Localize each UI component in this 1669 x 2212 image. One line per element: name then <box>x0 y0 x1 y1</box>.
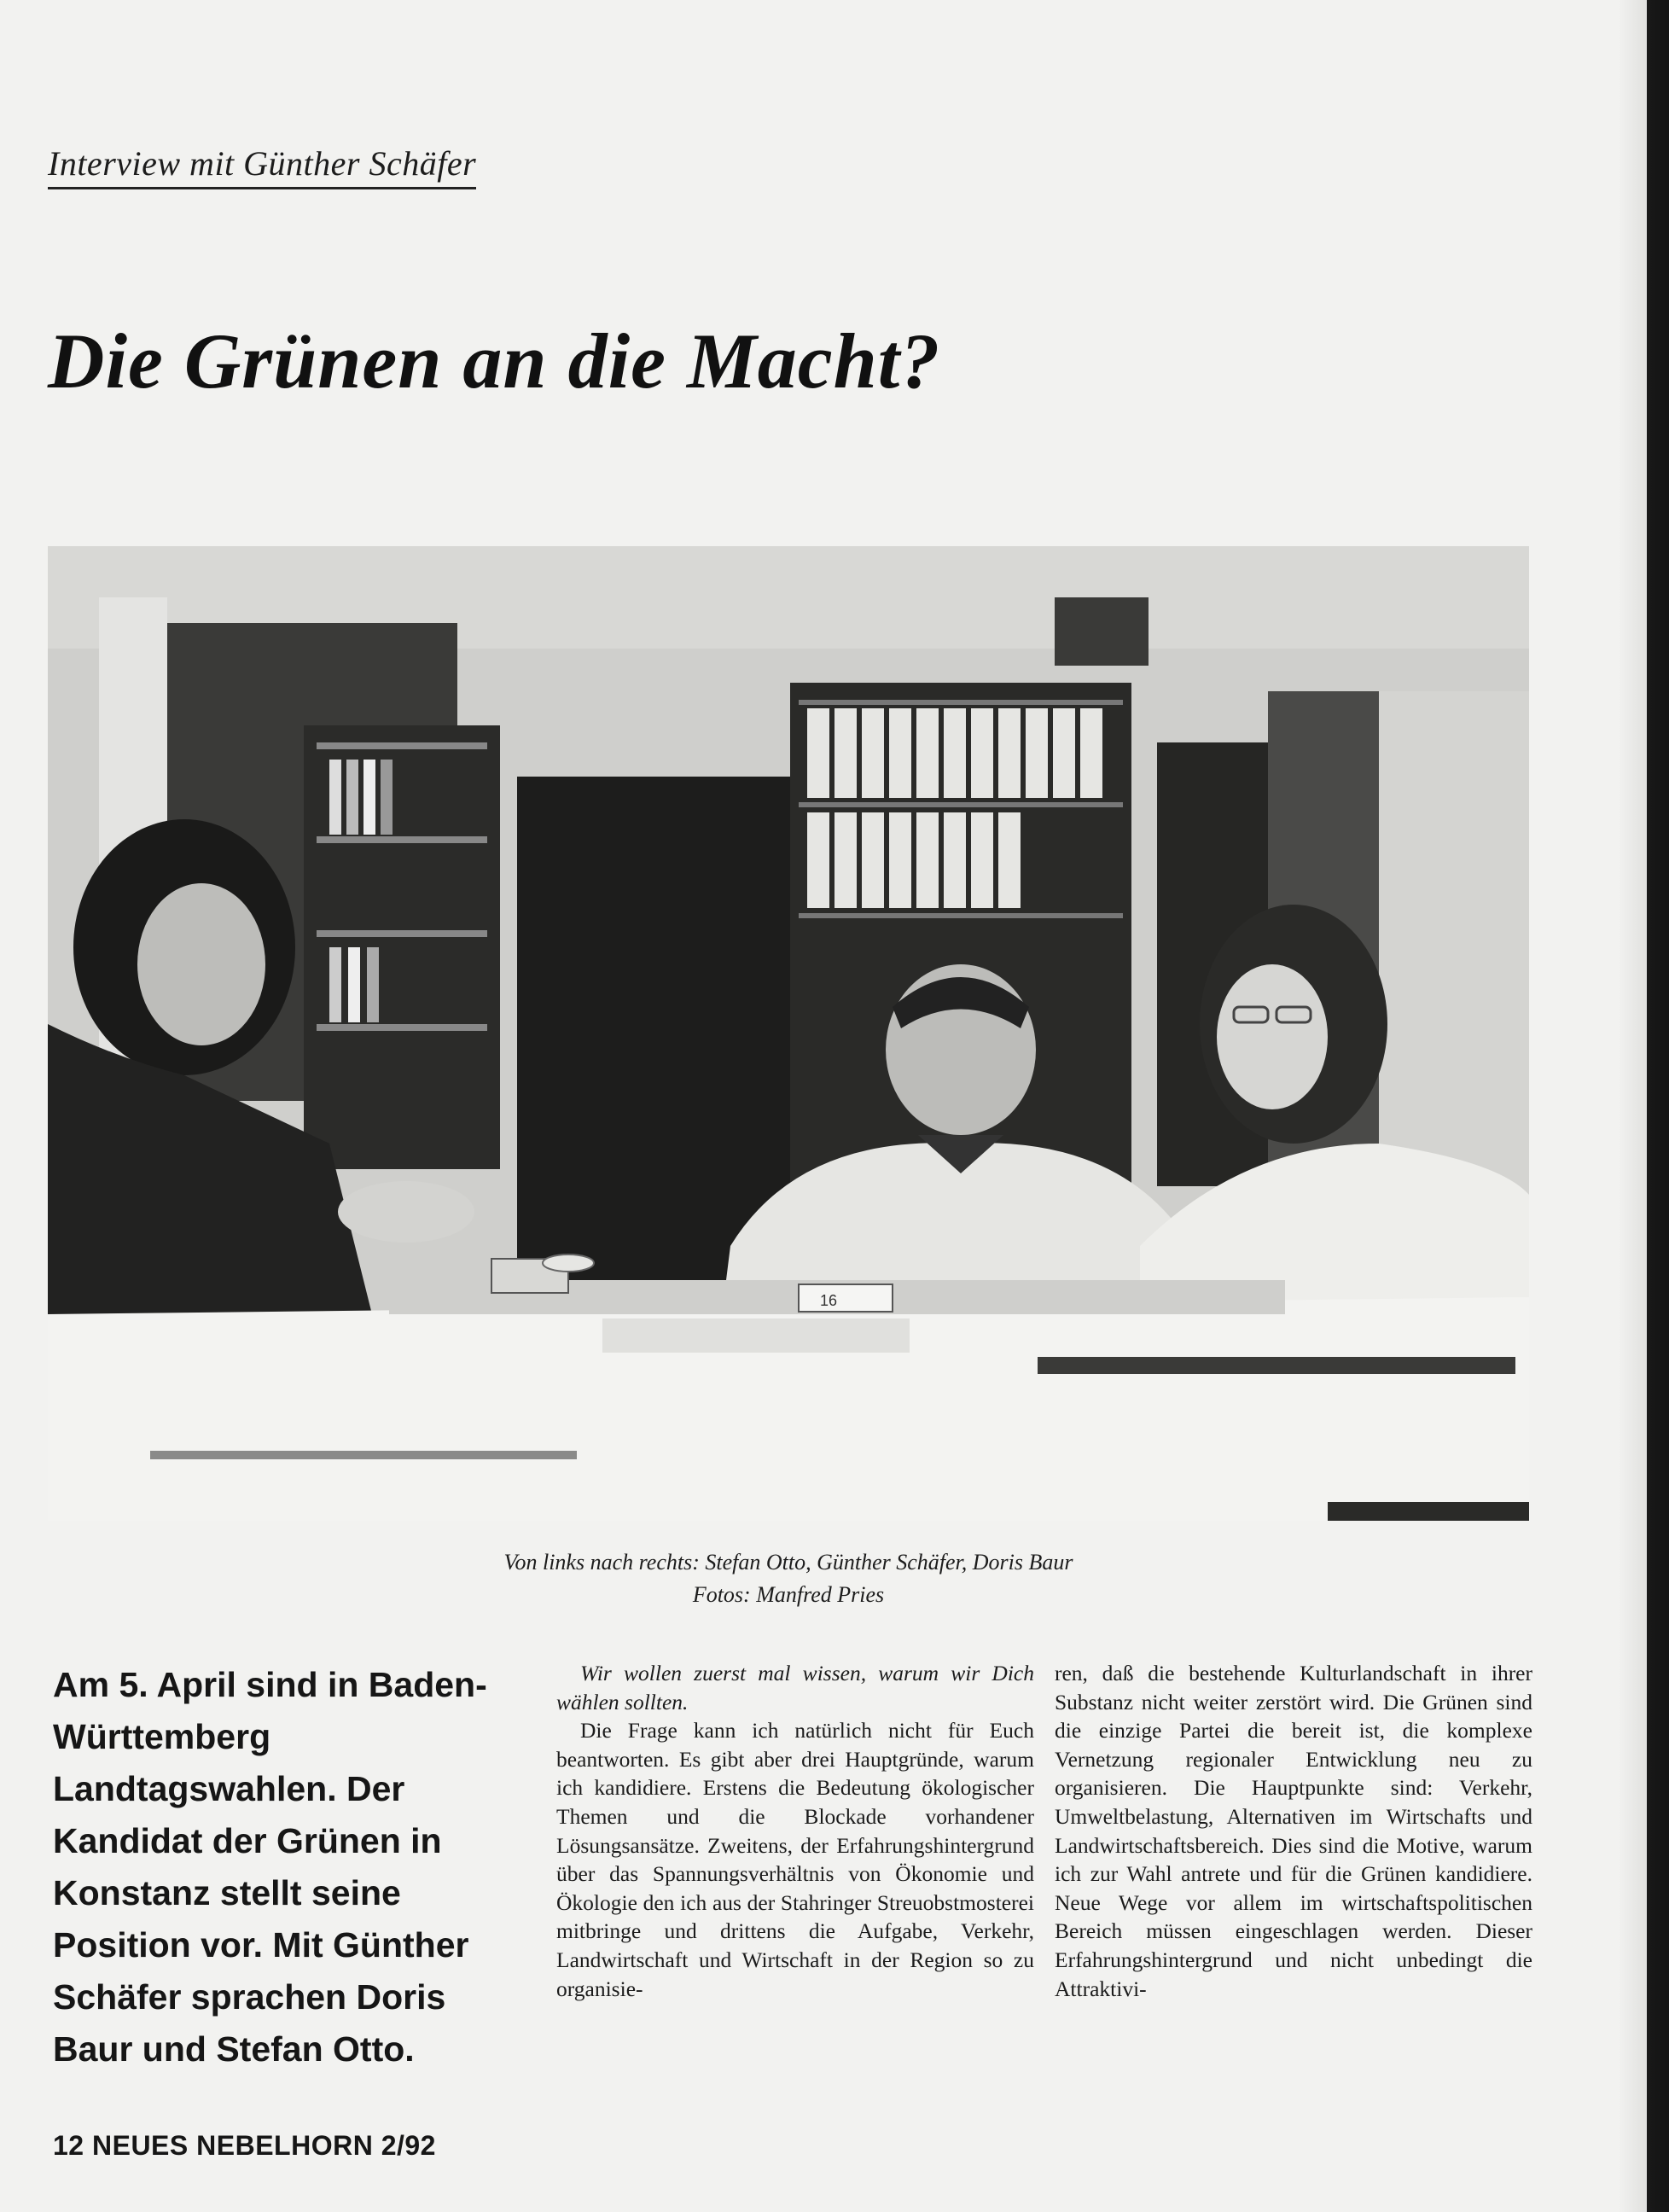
caption-names: Von links nach rechts: Stefan Otto, Günther Schäfer, Doris Baur <box>503 1550 1073 1575</box>
caption-credit: Fotos: Manfred Pries <box>692 1582 885 1607</box>
box-label: 16 <box>820 1292 838 1309</box>
article-column-1 <box>556 1659 1034 2003</box>
interview-question: Wir wollen zuerst mal wissen, warum wir Dich wählen sollten. <box>556 1661 1034 1714</box>
lead-paragraph: Am 5. April sind in Baden-Württemberg Landtagswahlen. Der Kandidat der Grünen in Konstanz stellt seine Position vor. Mit Günther Schäfer sprachen Doris Baur und Stefan Otto. <box>53 1665 487 2069</box>
section-kicker: Interview mit Günther Schäfer <box>48 143 476 189</box>
photo-caption <box>48 1546 1529 1611</box>
page-edge <box>1618 0 1669 2212</box>
article-photo <box>48 546 1529 1521</box>
headline: Die Grünen an die Macht? <box>48 317 941 405</box>
page-footer: 12 NEUES NEBELHORN 2/92 <box>53 2130 436 2161</box>
interview-answer-continued: ren, daß die bestehende Kulturlandschaft in ihrer Substanz nicht weiter zerstört wird. Die Grünen sind die einzige Partei die bereit ist, die komplexe Vernetzung regionaler Entwicklung neu zu organisieren. Die Hauptpunkte sind: Verkehr, Umweltbelastung, Alternativen im Wirtschafts und Landwirtschaftsbereich. Dies sind die Motive, warum ich zur Wahl antrete und für die Grünen kandidiere. Neue Wege vor allem im wirtschaftspolitischen Bereich müssen eingeschlagen werden. Dieser Erfahrungshintergrund und nicht unbedingt die Attraktivi- <box>1055 1661 1532 2001</box>
article-column-2 <box>1055 1659 1532 2003</box>
interview-answer: Die Frage kann ich natürlich nicht für Euch beantworten. Es gibt aber drei Hauptgründe, warum ich kandidiere. Erstens die Bedeutung ökologischer Themen und die Blockade vorhandener Lösungsansätze. Zweitens, der Erfahrungshintergrund über das Spannungsverhältnis von Ökonomie und Ökologie den ich aus der Stahringer Streuobstmosterei mitbringe und drittens die Aufgabe, Verkehr, Landwirtschaft und Wirtschaft in der Region so zu organisie- <box>556 1718 1034 2001</box>
